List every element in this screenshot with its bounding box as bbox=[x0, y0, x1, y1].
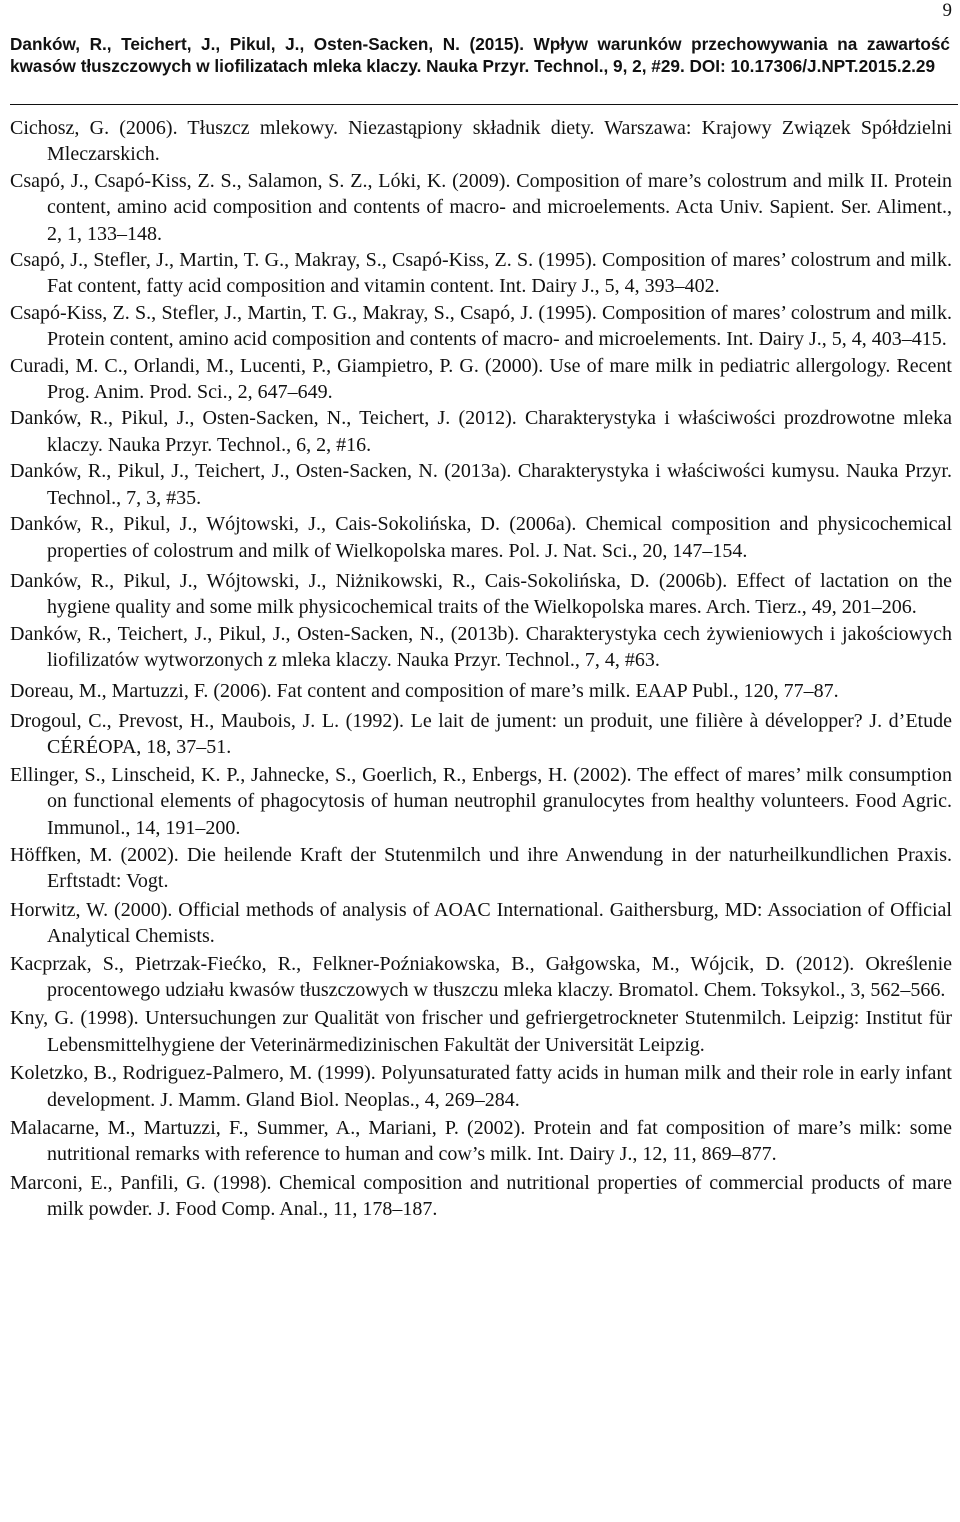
reference-item: Malacarne, M., Martuzzi, F., Summer, A., Mariani, P. (2002). Protein and fat composition of mare’s milk: some nutritional remarks with reference to human and cow’s milk. Int. Dairy J., 12, 11, 869–877. bbox=[10, 1117, 952, 1166]
reference-item: Danków, R., Pikul, J., Osten-Sacken, N., Teichert, J. (2012). Charakterystyka i właściwości prozdrowotne mleka klaczy. Nauka Przyr. Technol., 6, 2, #16. bbox=[10, 407, 952, 456]
reference-item: Danków, R., Teichert, J., Pikul, J., Osten-Sacken, N., (2013b). Charakterystyka cech żywieniowych i jakościowych liofilizatów wytworzonych z mleka klaczy. Nauka Przyr. Technol., 7, 4, #63. bbox=[10, 622, 952, 672]
reference-item: Curadi, M. C., Orlandi, M., Lucenti, P., Giampietro, P. G. (2000). Use of mare milk in pediatric allergology. Recent Prog. Anim. Prod. Sci., 2, 647–649. bbox=[10, 354, 952, 404]
reference-item: Csapó, J., Stefler, J., Martin, T. G., Makray, S., Csapó-Kiss, Z. S. (1995). Composition of mares’ colostrum and milk. Fat content, fatty acid composition and vitamin content. Int. Dairy J., 5, 4, 393–402. bbox=[10, 249, 952, 298]
reference-item: Doreau, M., Martuzzi, F. (2006). Fat content and composition of mare’s milk. EAAP Publ., 120, 77–87. bbox=[10, 679, 839, 702]
reference-item: Danków, R., Pikul, J., Teichert, J., Osten-Sacken, N. (2013a). Charakterystyka i właściwości kumysu. Nauka Przyr. Technol., 7, 3, #35. bbox=[10, 460, 952, 509]
reference-item: Marconi, E., Panfili, G. (1998). Chemical composition and nutritional properties of commercial products of mare milk powder. J. Food Comp. Anal., 11, 178–187. bbox=[10, 1171, 952, 1221]
reference-list bbox=[10, 115, 952, 1223]
reference-item: Koletzko, B., Rodriguez-Palmero, M. (1999). Polyunsaturated fatty acids in human milk and their role in early infant development. J. Mamm. Gland Biol. Neoplas., 4, 269–284. bbox=[10, 1062, 952, 1111]
reference-item: Danków, R., Pikul, J., Wójtowski, J., Niżnikowski, R., Cais-Sokolińska, D. (2006b). Effect of lactation on the hygiene quality and some milk physicochemical traits of the Wielkopolska mares. Arch. Tierz., 49, 201–206. bbox=[10, 569, 952, 619]
reference-item: Csapó-Kiss, Z. S., Stefler, J., Martin, T. G., Makray, S., Csapó, J. (1995). Composition of mares’ colostrum and milk. Protein content, amino acid composition and contents of macro- and microelements. Int. Dairy J., 5, 4, 403–415. bbox=[10, 301, 952, 351]
reference-item: Horwitz, W. (2000). Official methods of analysis of AOAC International. Gaithersburg, MD: Association of Official Analytical Chemists. bbox=[10, 898, 952, 948]
header-divider bbox=[10, 104, 958, 105]
reference-item: Cichosz, G. (2006). Tłuszcz mlekowy. Niezastąpiony składnik diety. Warszawa: Krajowy Związek Spółdzielni Mleczarskich. bbox=[10, 117, 952, 166]
running-header-citation: Danków, R., Teichert, J., Pikul, J., Osten-Sacken, N. (2015). Wpływ warunków przechowywania na zawartość kwasów tłuszczowych w liofilizatach mleka klaczy. Nauka Przyr. Technol., 9, 2, #29. DOI: 10.17306/J.NPT.2015.2.29 bbox=[10, 34, 950, 76]
page-number: 9 bbox=[942, 0, 952, 21]
reference-item: Danków, R., Pikul, J., Wójtowski, J., Cais-Sokolińska, D. (2006a). Chemical composition and physicochemical properties of colostrum and milk of Wielkopolska mares. Pol. J. Nat. Sci., 20, 147–154. bbox=[10, 513, 952, 562]
reference-item: Kny, G. (1998). Untersuchungen zur Qualität von frischer und gefriergetrockneter Stutenmilch. Leipzig: Institut für Lebensmittelhygiene der Veterinärmedizinischen Fakultät der Universität Leipzig. bbox=[10, 1007, 952, 1056]
reference-item: Höffken, M. (2002). Die heilende Kraft der Stutenmilch und ihre Anwendung in der naturheilkundlichen Praxis. Erftstadt: Vogt. bbox=[10, 843, 952, 893]
reference-item: Ellinger, S., Linscheid, K. P., Jahnecke, S., Goerlich, R., Enbergs, H. (2002). The effect of mares’ milk consumption on functional elements of phagocytosis of human neutrophil granulocytes from healthy volunteers. Food Agric. Immunol., 14, 191–200. bbox=[10, 763, 952, 839]
reference-item: Drogoul, C., Prevost, H., Maubois, J. L. (1992). Le lait de jument: un produit, une filière à développer? J. d’Etude CÉRÉOPA, 18, 37–51. bbox=[10, 709, 952, 759]
reference-item: Kacprzak, S., Pietrzak-Fiećko, R., Felkner-Poźniakowska, B., Gałgowska, M., Wójcik, D. (2012). Określenie procentowego udziału kwasów tłuszczowych w tłuszczu mleka klaczy. Bromatol. Chem. Toksykol., 3, 562–566. bbox=[10, 952, 952, 1001]
reference-item: Csapó, J., Csapó-Kiss, Z. S., Salamon, S. Z., Lóki, K. (2009). Composition of mare’s colostrum and milk II. Protein content, amino acid composition and contents of macro- and microelements. Acta Univ. Sapient. Ser. Aliment., 2, 1, 133–148. bbox=[10, 169, 952, 245]
